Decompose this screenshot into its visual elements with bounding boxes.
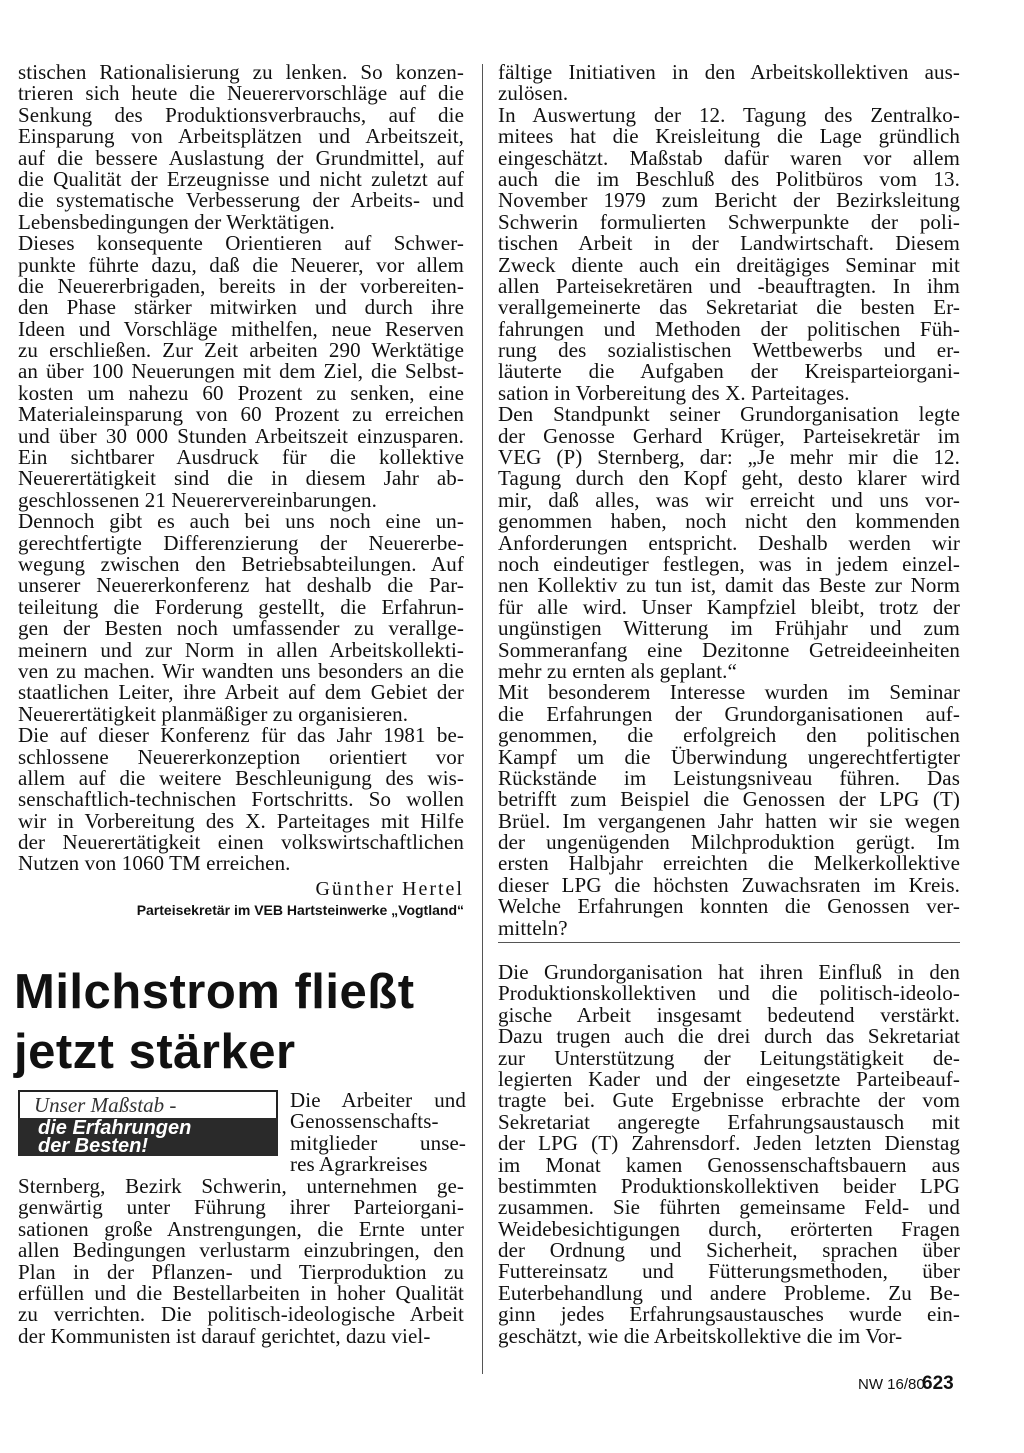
text-line: tragte bei. Gute Ergebnisse erbrachte der vom — [498, 1088, 960, 1113]
text-line: der Neuerertätigkeit einen volkswirtschaftlichen — [18, 830, 464, 855]
text-line: noch eindeutiger festlegen, was in jedem einzel- — [498, 551, 960, 576]
text-line: verallgemeinerte das Sekretariat die besten Er- — [498, 295, 960, 320]
kicker-slogan-line: die Erfahrungen — [38, 1117, 192, 1139]
headline-line: jetzt stärker — [14, 1025, 296, 1079]
text-line: die Neuererbrigaden, bereits in der vorbereiten- — [18, 273, 464, 298]
text-line: geschlossenen 21 Neuerervereinbarungen. — [18, 487, 378, 512]
kicker-label: Unser Maßstab - — [18, 1090, 278, 1120]
text-line: der Ordnung und Sicherheit, sprachen über — [498, 1238, 960, 1263]
text-line: nen Kollektiv zu tun ist, damit das Beste zur Norm — [498, 573, 960, 598]
text-line: zu erschließen. Zur Zeit arbeiten 290 Werktätige — [18, 338, 464, 363]
text-line: Zweck diente auch ein dreitägiges Seminar mit — [498, 252, 960, 277]
text-line: läuterte die Aufgaben der Kreisparteiorgani- — [498, 359, 960, 384]
text-line: Dieses konsequente Orientieren auf Schwer- — [18, 231, 464, 256]
text-line: allem auf die weitere Beschleunigung des wis- — [18, 765, 464, 790]
text-line: senschaftlich-technischen Fortschritts. So wollen — [18, 787, 464, 812]
text-line: ersten Halbjahr erreichten die Melkerkollektive — [498, 851, 960, 876]
text-line: Die Arbeiter und — [290, 1088, 466, 1112]
text-line: Schwerin formulierten Schwerpunkte der poli- — [498, 209, 960, 234]
column-divider — [482, 64, 483, 1374]
text-line: November 1979 zum Bericht der Bezirksleitung — [498, 188, 960, 213]
text-line: Die auf dieser Konferenz für das Jahr 1981 be- — [18, 723, 464, 748]
text-line: Dennoch gibt es auch bei uns noch eine un- — [18, 509, 464, 534]
text-line: allen Parteisekretären und -beauftragten. In ihm — [498, 273, 960, 298]
text-line: Nutzen von 1060 TM erreichen. — [18, 851, 291, 876]
signature-name: Günther Hertel — [315, 877, 464, 900]
text-line: ungünstigen Witterung im Frühjahr und zum — [498, 616, 960, 641]
text-line: rung des sozialistischen Wettbewerbs und er- — [498, 338, 960, 363]
text-line: zu verrichten. Die politisch-ideologische Arbeit — [18, 1302, 464, 1327]
text-line: Mit besonderem Interesse wurden im Seminar — [498, 680, 960, 705]
text-line: der Kommunisten ist darauf gerichtet, dazu viel- — [18, 1323, 431, 1348]
text-line: mitees hat die Kreisleitung die Lage gründlich — [498, 124, 960, 149]
text-line: punkte führte dazu, daß die Neuerer, vor allem — [18, 252, 464, 277]
text-line: ven zu machen. Wir wandten uns besonders an die — [18, 658, 464, 683]
text-line: zur Unterstützung der Leitungstätigkeit de- — [498, 1045, 960, 1070]
text-line: erfüllen und die Bestellarbeiten in hoher Qualität — [18, 1280, 464, 1305]
page-number: 623 — [922, 1373, 954, 1394]
headline-line: Milchstrom fließt — [14, 965, 415, 1019]
text-line: im Monat kamen Genossenschaftsbauern aus — [498, 1152, 960, 1177]
article-headline — [14, 962, 474, 1082]
text-line: stischen Rationalisierung zu lenken. So konzen- — [18, 60, 464, 84]
text-line: der Genosse Gerhard Krüger, Parteisekretär im — [498, 423, 960, 448]
text-line: sation in Vorbereitung des X. Parteitages. — [498, 380, 850, 405]
text-line: Weidebesichtigungen durch, erörterten Fragen — [498, 1216, 960, 1241]
text-line: auch die im Beschluß des Politbüros vom 13. — [498, 166, 960, 191]
text-line: die Erfahrungen der Grundorganisationen auf- — [498, 701, 960, 726]
text-line: Anforderungen entspricht. Deshalb werden wir — [498, 530, 960, 555]
text-line: sationen große Anstrengungen, die Ernte unter — [18, 1216, 464, 1241]
text-line: wegung zwischen den Betriebsabteilungen. Auf — [18, 551, 464, 576]
text-line: kosten um nahezu 60 Prozent zu senken, eine — [18, 380, 464, 405]
text-line: Die Grundorganisation hat ihren Einfluß in den — [498, 960, 960, 984]
right-column — [498, 62, 960, 939]
text-line: In Auswertung der 12. Tagung des Zentralko- — [498, 102, 960, 127]
text-line: genommen, die erfolgreich den politischen — [498, 723, 960, 748]
left-column-text — [18, 62, 464, 875]
text-line: der ungenügenden Milchproduktion gerügt. Im — [498, 830, 960, 855]
text-line: fältige Initiativen in den Arbeitskollektiven aus- — [498, 60, 960, 84]
text-line: schlossene Neuererkonzeption orientiert vor — [18, 744, 464, 769]
section-divider — [498, 942, 960, 943]
text-line: Einsparung von Arbeitsplätzen und Arbeitszeit, — [18, 124, 464, 149]
text-line: dieser LPG die höchsten Zuwachsraten im Kreis. — [498, 872, 960, 897]
text-line: legierten Kader und der eingesetzte Parteibeauf- — [498, 1066, 960, 1091]
text-line: mitteln? — [498, 915, 568, 940]
text-line: Brüel. Im vergangenen Jahr hatten wir sie wegen — [498, 808, 960, 833]
text-line: Tagung durch den Kopf geht, desto klarer wird — [498, 466, 960, 491]
text-line: eingeschätzt. Maßstab dafür waren vor allem — [498, 145, 960, 170]
text-line: Neuerertätigkeit sind die in diesem Jahr ab- — [18, 466, 464, 491]
text-line: gische Arbeit insgesamt bedeutend verstärkt. — [498, 1002, 960, 1027]
text-line: Senkung des Produktionsverbrauchs, auf die — [18, 102, 464, 127]
text-line: Euterbehandlung und andere Probleme. Zu Be- — [498, 1280, 960, 1305]
text-line: bestimmten Produktionskollektiven beider LPG — [498, 1173, 960, 1198]
text-line: unserer Neuererkonferenz hat deshalb die Par- — [18, 573, 464, 598]
text-line: Genossenschafts- — [290, 1109, 439, 1134]
text-line: zusammen. Sie führten gemeinsame Feld- und — [498, 1195, 960, 1220]
text-line: Welche Erfahrungen konnten die Genossen ver- — [498, 894, 960, 919]
kicker-slogan — [18, 1118, 278, 1156]
text-line: Sternberg, Bezirk Schwerin, unternehmen ge- — [18, 1174, 464, 1198]
text-line: Ideen und Vorschläge mithelfen, neue Reserven — [18, 316, 464, 341]
text-line: meinern und zur Norm in allen Arbeitskollekti- — [18, 637, 464, 662]
left-column — [18, 62, 464, 919]
text-line: Dazu trugen auch die drei durch das Sekretariat — [498, 1024, 960, 1049]
text-line: fahrungen und Methoden der politischen Füh- — [498, 316, 960, 341]
text-line: betrifft zum Beispiel die Genossen der LPG (T) — [498, 787, 960, 812]
text-line: mitglieder unse- — [290, 1130, 466, 1155]
text-line: gerechtfertigte Differenzierung der Neuererbe- — [18, 530, 464, 555]
text-line: Sekretariat angeregte Erfahrungsaustausch mit — [498, 1109, 960, 1134]
text-line: Den Standpunkt seiner Grundorganisation legte — [498, 402, 960, 427]
text-line: allen Bedingungen verlustarm einzubringen, den — [18, 1238, 464, 1263]
text-line: die Qualität der Erzeugnisse und nicht zuletzt auf — [18, 166, 464, 191]
text-line: und über 30 000 Stunden Arbeitszeit einzusparen. — [18, 423, 464, 448]
right-column-lower — [498, 962, 960, 1347]
text-line: Ein sichtbarer Ausdruck für die kollektive — [18, 445, 464, 470]
text-line: Lebensbedingungen der Werktätigen. — [18, 209, 335, 234]
article-intro — [290, 1090, 466, 1176]
text-line: teileitung die Forderung gestellt, die Erfahrun- — [18, 594, 464, 619]
text-line: geschätzt, wie die Arbeitskollektive die im Vor- — [498, 1323, 903, 1348]
text-line: der LPG (T) Zahrensdorf. Jeden letzten Dienstag — [498, 1131, 960, 1156]
signature-role: Parteisekretär im VEB Hartsteinwerke „Vogtland“ — [136, 901, 464, 918]
text-line: staatlichen Leiter, ihre Arbeit auf dem Gebiet der — [18, 680, 464, 705]
text-line: auf die bessere Auslastung der Grundmittel, auf — [18, 145, 464, 170]
text-line: genommen haben, noch nicht den kommenden — [498, 509, 960, 534]
text-line: genwärtig unter Führung ihrer Parteiorgani- — [18, 1195, 464, 1220]
text-line: Kampf um die Überwindung ungerechtfertigter — [498, 744, 960, 769]
text-line: mir, daß alles, was wir erreicht und uns vor- — [498, 487, 960, 512]
text-line: an über 100 Neuerungen mit dem Ziel, die Selbst- — [18, 359, 464, 384]
text-line: tischen Arbeit in der Landwirtschaft. Diesem — [498, 231, 960, 256]
text-line: zulösen. — [498, 81, 569, 106]
text-line: Sommeranfang eine Dezitonne Getreideeinheiten — [498, 637, 960, 662]
text-line: Neuerertätigkeit planmäßiger zu organisieren. — [18, 701, 409, 726]
text-line: Produktionskollektiven und die politisch-ideolo- — [498, 981, 960, 1006]
text-line: res Agrarkreises — [290, 1152, 428, 1177]
text-line: wir in Vorbereitung des X. Parteitages mit Hilfe — [18, 808, 464, 833]
text-line: VEG (P) Sternberg, dar: „Je mehr mir die 12. — [498, 445, 960, 470]
text-line: ginn jedes Erfahrungsaustausches wurde ein- — [498, 1302, 960, 1327]
text-line: Rückstände im Leistungsniveau führen. Das — [498, 765, 960, 790]
kicker-slogan-line: der Besten! — [38, 1135, 149, 1157]
right-column-text-top — [498, 62, 960, 939]
text-line: gen der Besten noch umfassender zu verallge- — [18, 616, 464, 641]
text-line: den Phase stärker mitwirken und durch ihre — [18, 295, 464, 320]
text-line: die systematische Verbesserung der Arbeits- und — [18, 188, 464, 213]
issue-label: NW 16/80 — [858, 1376, 925, 1393]
text-line: trieren sich heute die Neuerervorschläge auf die — [18, 81, 464, 106]
text-line: Materialeinsparung von 60 Prozent zu erreichen — [18, 402, 464, 427]
text-line: für alle wird. Unser Kampfziel bleibt, trotz der — [498, 594, 960, 619]
text-line: Plan in der Pflanzen- und Tierproduktion zu — [18, 1259, 464, 1284]
kicker-box — [18, 1090, 278, 1157]
text-line: mehr zu ernten als geplant.“ — [498, 658, 737, 683]
article-body — [18, 1176, 464, 1347]
right-column-text-bottom — [498, 962, 960, 1347]
text-line: Futtereinsatz und Fütterungsmethoden, über — [498, 1259, 960, 1284]
